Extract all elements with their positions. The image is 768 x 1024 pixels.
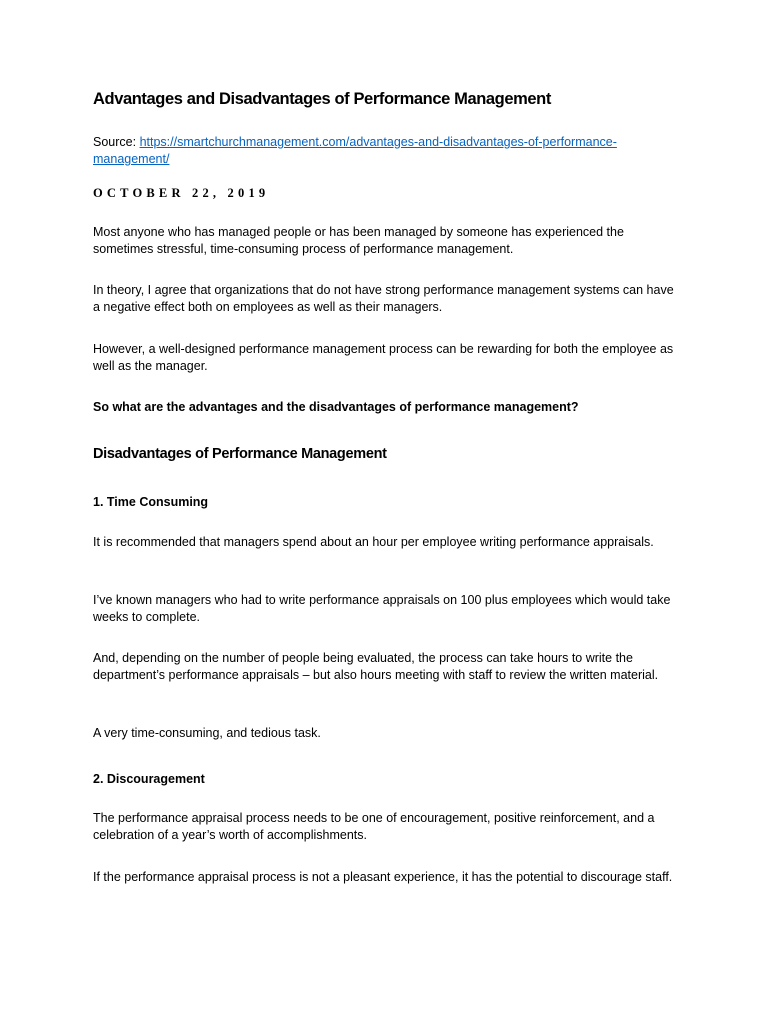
source-link[interactable]: https://smartchurchmanagement.com/advantages-and-disadvantages-of-performance-management/ [93,135,617,166]
disadvantages-heading: Disadvantages of Performance Management [93,446,387,462]
discouragement-paragraph-2: If the performance appraisal process is not a pleasant experience, it has the potential to discourage staff. [93,870,673,884]
post-date: OCTOBER 22, 2019 [93,186,270,200]
time-consuming-paragraph-1: It is recommended that managers spend about an hour per employee writing performance appraisals. [93,535,654,549]
time-consuming-paragraph-3: And, depending on the number of people being evaluated, the process can take hours to write the department’s performance appraisals – but also hours meeting with staff to review the written material. [93,651,659,682]
discouragement-paragraph-1: The performance appraisal process needs to be one of encouragement, positive reinforcement, and a celebration of a year’s worth of accomplishments. [93,811,655,842]
discouragement-heading: 2. Discouragement [93,772,205,786]
source-label: Source: [93,135,140,149]
time-consuming-paragraph-2: I’ve known managers who had to write performance appraisals on 100 plus employees which would take weeks to complete. [93,593,671,624]
intro-paragraph-1: Most anyone who has managed people or has been managed by someone has experienced the sometimes stressful, time-consuming process of performance management. [93,225,624,256]
intro-question: So what are the advantages and the disadvantages of performance management? [93,400,579,414]
time-consuming-heading: 1. Time Consuming [93,495,209,509]
time-consuming-paragraph-4: A very time-consuming, and tedious task. [93,726,321,740]
source-line [93,134,673,168]
document-title: Advantages and Disadvantages of Performance Management [93,90,551,108]
intro-paragraph-3: However, a well-designed performance management process can be rewarding for both the employee as well as the manager. [93,342,674,373]
intro-paragraph-2: In theory, I agree that organizations that do not have strong performance management systems can have a negative effect both on employees as well as their managers. [93,283,674,314]
